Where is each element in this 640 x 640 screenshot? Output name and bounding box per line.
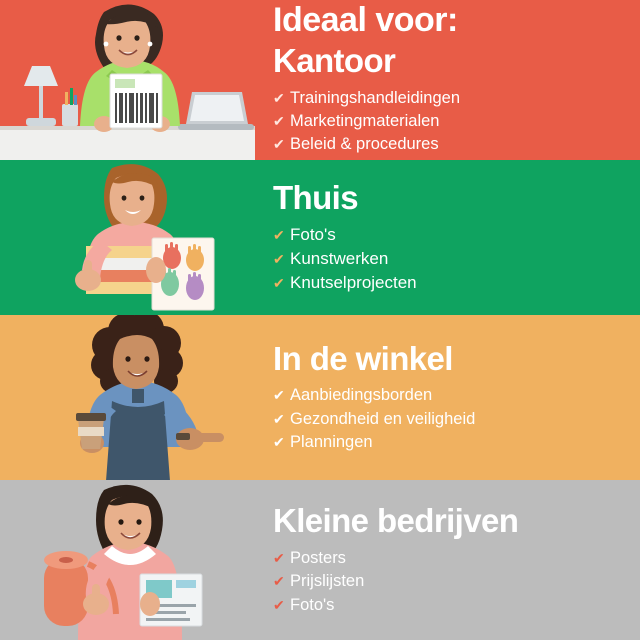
check-icon: ✔ <box>273 89 285 106</box>
list-item <box>273 594 626 617</box>
photo-business <box>0 480 255 640</box>
bullet-label: Aanbiedingsborden <box>290 386 433 405</box>
check-icon: ✔ <box>273 275 285 292</box>
band-office <box>0 0 640 160</box>
check-icon: ✔ <box>273 227 285 244</box>
photo-store <box>0 315 255 480</box>
text-store <box>255 315 640 480</box>
check-icon: ✔ <box>273 136 285 153</box>
list-item <box>273 384 626 407</box>
band-title-home: Thuis <box>273 178 358 216</box>
band-title-office: Kantoor <box>273 41 396 79</box>
list-item <box>273 431 626 454</box>
list-item <box>273 87 626 110</box>
photo-office <box>0 0 255 160</box>
bullet-label: Trainingshandleidingen <box>290 88 461 107</box>
photo-home <box>0 160 255 315</box>
bullet-label: Beleid & procedures <box>290 135 439 154</box>
list-item <box>273 408 626 431</box>
bullet-label: Planningen <box>290 433 373 452</box>
bullet-label: Prijslijsten <box>290 572 365 591</box>
bullet-label: Kunstwerken <box>290 249 389 269</box>
band-title-business: Kleine bedrijven <box>273 502 519 540</box>
band-business <box>0 480 640 640</box>
handprint-artwork <box>146 238 214 310</box>
band-title-store: In de winkel <box>273 339 453 377</box>
laminated-price-sheet <box>140 574 202 626</box>
bullet-label: Gezondheid en veiligheid <box>290 409 476 428</box>
text-home <box>255 160 640 315</box>
bullet-label: Posters <box>290 548 346 567</box>
bullet-label: Marketingmaterialen <box>290 111 440 130</box>
band-home <box>0 160 640 315</box>
text-business <box>255 480 640 640</box>
band-store <box>0 315 640 480</box>
list-item <box>273 547 626 570</box>
check-icon: ✔ <box>273 251 285 268</box>
yoga-mat <box>44 551 88 626</box>
check-icon: ✔ <box>273 112 285 129</box>
check-icon: ✔ <box>273 434 285 451</box>
bullet-list-business <box>265 547 626 617</box>
bullet-list-office <box>265 87 626 157</box>
list-item <box>273 110 626 133</box>
bullet-label: Foto's <box>290 595 335 614</box>
page-headline: Ideaal voor: <box>273 1 458 40</box>
text-office <box>255 0 640 160</box>
list-item <box>273 570 626 593</box>
list-item <box>273 223 626 247</box>
bullet-label: Knutselprojecten <box>290 273 417 293</box>
list-item <box>273 133 626 156</box>
check-icon: ✔ <box>273 596 285 613</box>
bullet-label: Foto's <box>290 225 336 245</box>
list-item <box>273 271 626 295</box>
laminated-document <box>110 74 162 128</box>
check-icon: ✔ <box>273 387 285 404</box>
check-icon: ✔ <box>273 549 285 566</box>
check-icon: ✔ <box>273 573 285 590</box>
check-icon: ✔ <box>273 410 285 427</box>
bullet-list-home <box>265 223 626 295</box>
list-item <box>273 247 626 271</box>
bullet-list-store <box>265 384 626 454</box>
